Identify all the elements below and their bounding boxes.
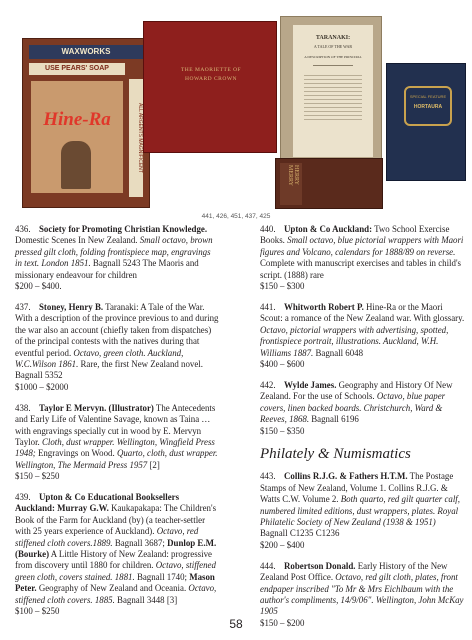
entry-text: Engravings on Wood. [35, 448, 117, 459]
entry-text: Domestic Scenes In New Zealand. [15, 235, 140, 246]
left-column [15, 224, 219, 627]
catalogue-entry [15, 492, 219, 617]
book-red-cloth-title [154, 66, 268, 84]
book-hine-ra [22, 38, 150, 208]
catalogue-entry [15, 403, 219, 483]
book-hine-ra-advert: USE PEARS' SOAP [29, 63, 125, 75]
book-taranaki-rule [313, 65, 353, 66]
entry-text: Bagnall 6196 [309, 414, 359, 425]
book-red-cloth [143, 21, 277, 153]
entry-text: Geography and History Of New Zealand. For the use of Schools. [260, 379, 453, 402]
price-estimate: $150 – $200 [260, 617, 305, 628]
entry-heading: Upton & Co Auckland: [284, 224, 373, 234]
catalogue-entry [15, 224, 219, 292]
catalogue-entry [260, 224, 465, 292]
entry-text: Octavo, red gilt cloth, plates, front endpaper inscribed "To Mr & Mrs Eichlbaum with the author's compliments, 14/9/06". Wellington, John McKay 1905 [260, 572, 464, 617]
entry-heading: Stoney, Henry B. [39, 301, 104, 312]
entry-text: Cloth, dust wrapper. Wellington, Wingfield Press 1948; [15, 436, 215, 459]
entry-text: Two School Exercise Books. [260, 224, 450, 246]
price-estimate: $150 – $350 [260, 425, 305, 436]
entry-heading: Society for Promoting Christian Knowledge. [39, 224, 208, 234]
book-brown-spine-title: HERRY MERRY [287, 165, 299, 187]
entry-text: Small octavo, blue pictorial wrappers with Maori figures and Volcano, calendars for 1888/89 on reverse. [260, 235, 464, 257]
book-hine-ra-side-text: ALL ARGENTS MAGNIFICENT [129, 79, 143, 197]
entry-text: Hine-Ra or the Maori Scout: a romance of the New Zealand war. With glossary. [260, 301, 465, 324]
entry-text: Kaukapakapa: The Children's Book of the Farm for Auckland (by) (a teacher-settler with 25 years experience of Auckland). [15, 503, 217, 537]
entry-text: Mason Peter. [15, 571, 215, 594]
book-hine-ra-figure [61, 141, 91, 189]
catalogue-entry [260, 302, 465, 370]
price-estimate: $100 – $250 [15, 606, 60, 617]
book-red-cloth-title-1: THE MAORIETTE OF [180, 67, 242, 73]
entry-text: Bagnall 3448 [3] [114, 594, 178, 605]
entry-text: A Little History of New Zealand: progressive from discovery until 1880 for children. [15, 549, 212, 571]
entry-heading: Wylde James. [284, 379, 337, 390]
entry-heading: Collins R.J.G. & Fathers H.T.M. [284, 471, 408, 482]
lot-number: 444. [260, 560, 276, 571]
entry-heading: Upton & Co Educational Booksellers Auckland: Murray G.W. [15, 492, 180, 514]
book-hine-ra-banner: WAXWORKS [29, 45, 143, 59]
book-hine-ra-title: Hine-Ra [43, 109, 111, 130]
book-taranaki-text-lines [304, 72, 362, 122]
entry-text: Octavo, red stiffened cloth covers.1889. [15, 526, 199, 548]
entry-text: Bagnall 1740; [134, 571, 190, 582]
book-taranaki [280, 16, 382, 162]
book-blue-cloth-sub: HORTAURA [413, 104, 443, 110]
right-column [260, 224, 465, 639]
entry-text: Octavo, stiffened cloth covers. 1885. [15, 583, 217, 605]
price-estimate: $150 – $250 [15, 471, 60, 482]
entry-text: Complete with manuscript exercises and tables in child's script. (1888) rare [260, 258, 461, 280]
book-taranaki-sub: A TALE OF THE WAR [313, 44, 353, 49]
book-photo [0, 0, 472, 211]
page-number: 58 [229, 617, 243, 631]
entry-text: Dunlop E.M.(Bourke) [15, 537, 217, 560]
book-red-cloth-title-2: HOWARD CROWN [185, 76, 237, 82]
entry-text: Bagnall 3687; [112, 537, 168, 548]
entry-text: Bagnall C1235 C1236 [260, 528, 340, 539]
book-blue-cloth-title: SPECIAL FEATURE [409, 94, 447, 99]
entry-text: Taranaki: A Tale of the War. With a description of the province previous to and during the war also an account (chiefly taken from dispatches) of the principal contests with the natives during that eventful period. [15, 301, 219, 358]
entry-text: Bagnall 6048 [313, 347, 364, 358]
price-estimate: $150 – $300 [260, 281, 305, 292]
right-entries [260, 224, 465, 437]
book-taranaki-page [293, 25, 373, 157]
catalogue-entry [15, 302, 219, 393]
section-heading: Philately & Numismatics [260, 446, 411, 463]
price-estimate: $400 – $600 [260, 358, 305, 369]
book-taranaki-body: A DESCRIPTION OF THE PRINCIPAL [304, 55, 362, 59]
entry-text: Octavo, blue paper covers, linen backed boards. Christchurch, Ward & Reeves, 1868. [260, 391, 446, 425]
entry-heading: Whitworth Robert P. [284, 301, 364, 312]
book-blue-cloth [386, 63, 466, 181]
entry-text: Octavo, pictorial wrappers with advertising, spotted, frontispiece portrait, illustrations. Auckland, W.H. Williams 1887. [260, 324, 449, 358]
entry-heading: Taylor E Mervyn. (Illustrator) [39, 402, 154, 413]
entry-text: Rare, the first New Zealand novel. Bagnall 5352 [15, 358, 203, 381]
lot-number: 443. [260, 471, 276, 482]
photo-caption: 441, 426, 451, 437, 425 [201, 213, 271, 220]
entry-text: Octavo, stiffened green cloth, covers stained. 1881. [15, 560, 216, 582]
lot-number: 438. [15, 402, 31, 413]
catalogue-entry [260, 380, 465, 437]
philately-entries [260, 471, 465, 629]
lot-number: 437. [15, 301, 31, 312]
price-estimate: $1000 – $2000 [15, 381, 69, 392]
entry-text: Both quarto, red gilt quarter calf, numbered limited editions, dust wrappers, plates. Royal Philatelic Society of New Zealand (1938 & 1951) [260, 494, 460, 528]
entry-text: The Antecedents and Early Life of Valentine Savage, known as Taina … with engravings specially cut in wood by E. Mervyn Taylor. [15, 402, 216, 447]
book-blue-cloth-emblem [404, 86, 452, 126]
book-hine-ra-illustration [31, 81, 123, 193]
entry-text: Octavo, green cloth. Auckland, W.C.Wilson 1861. [15, 347, 184, 369]
book-taranaki-title: TARANAKI: [315, 35, 351, 41]
entry-text: Bagnall 5243 The Maoris and missionary endeavour for children [15, 258, 199, 280]
entry-text: The Postage Stamps of New Zealand, Volume 1. Collins R.J.G. & Watts C.W. Volume 2. [260, 471, 454, 505]
lot-number: 441. [260, 301, 276, 312]
lot-number: 440. [260, 224, 276, 234]
entry-text: [2] [147, 459, 160, 470]
price-estimate: $200 – $400. [15, 281, 62, 292]
price-estimate: $200 – $400 [260, 539, 305, 550]
entry-text: Early History of the New Zealand Post Office. [260, 560, 448, 583]
book-brown-spine [275, 158, 383, 209]
lot-number: 442. [260, 379, 276, 390]
catalogue-entry [260, 471, 465, 551]
entry-text: Geography of New Zealand and Oceania. [36, 583, 189, 594]
lot-number: 436. [15, 224, 31, 234]
entry-text: Small octavo, brown pressed gilt cloth, folding frontispiece map, engravings in text. London 1851. [15, 235, 213, 269]
entry-text: Quarto, cloth, dust wrapper. Wellington, The Mermaid Press 1957 [15, 448, 218, 470]
entry-heading: Robertson Donald. [284, 560, 356, 571]
lot-number: 439. [15, 492, 31, 503]
